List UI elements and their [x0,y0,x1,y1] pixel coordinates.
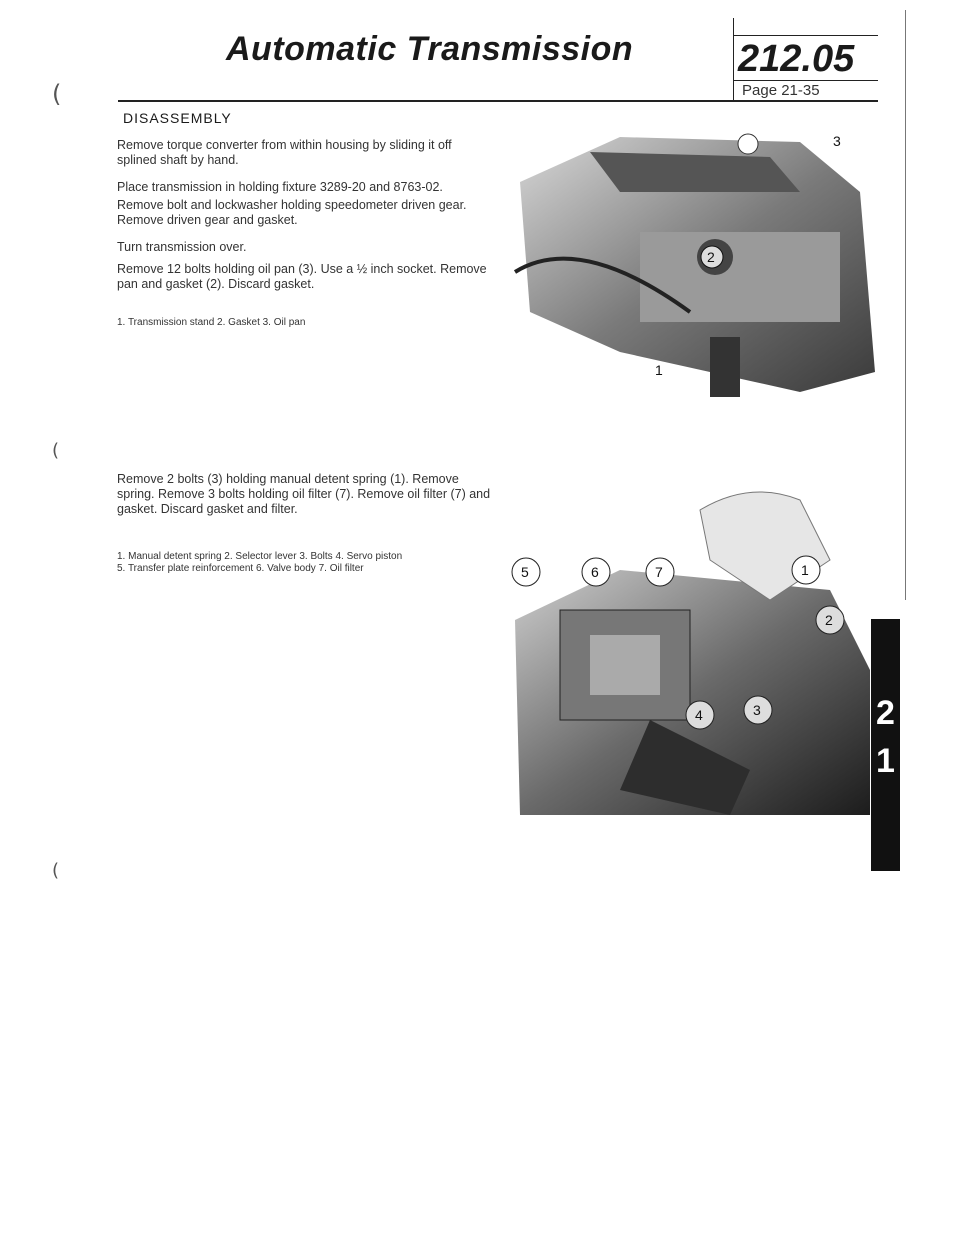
callout-label: 3 [833,133,841,149]
figure-caption: 1. Transmission stand 2. Gasket 3. Oil pan [117,317,306,328]
figure-caption: 5. Transfer plate reinforcement 6. Valve body 7. Oil filter [117,563,364,574]
section-thumb-tab [871,619,900,871]
instruction-paragraph: Turn transmission over. [117,240,247,254]
instruction-paragraph: Place transmission in holding fixture 3289-20 and 8763-02. [117,180,443,194]
callout-label: 1 [801,562,809,578]
header-rule [118,100,878,102]
callout-label: 6 [591,564,599,580]
valve-body-photo [500,470,870,815]
callout-label: 2 [825,612,833,628]
section-thumb-tab-label: 2 1 [876,694,895,780]
page-title: Automatic Transmission [226,30,634,68]
margin-binding-mark: ( [52,80,62,108]
margin-binding-mark: ( [52,440,60,461]
callout-label: 5 [521,564,529,580]
callout-label: 3 [753,702,761,718]
instruction-paragraph: Remove torque converter from within housing by sliding it off splined shaft by hand. [117,138,452,167]
transmission-illustration [500,122,880,417]
section-number: 212.05 [738,38,855,80]
callout-label: 1 [655,362,663,378]
section-box-divider [733,80,878,81]
callout-label: 7 [655,564,663,580]
callout-label: 2 [707,249,715,265]
section-box-top [733,35,878,36]
instruction-paragraph: Remove 2 bolts (3) holding manual detent spring (1). Remove spring. Remove 3 bolts holding oil filter (7). Remove oil filter (7) and gasket. Discard gasket and filter. [117,472,491,516]
instruction-paragraph: Remove 12 bolts holding oil pan (3). Use a ½ inch socket. Remove pan and gasket (2). Discard gasket. [117,262,487,291]
valve-body-illustration [500,470,870,815]
section-heading: DISASSEMBLY [123,110,232,126]
transmission-oil-pan-photo [500,122,880,417]
section-box-left [733,18,734,102]
page-number: Page 21-35 [742,82,820,99]
figure-caption: 1. Manual detent spring 2. Selector lever 3. Bolts 4. Servo piston [117,551,403,562]
instruction-paragraph: Remove bolt and lockwasher holding speedometer driven gear. Remove driven gear and gasket. [117,198,467,227]
callout-label: 4 [695,707,703,723]
margin-binding-mark: ( [52,860,60,881]
page-edge-rule [905,10,906,600]
